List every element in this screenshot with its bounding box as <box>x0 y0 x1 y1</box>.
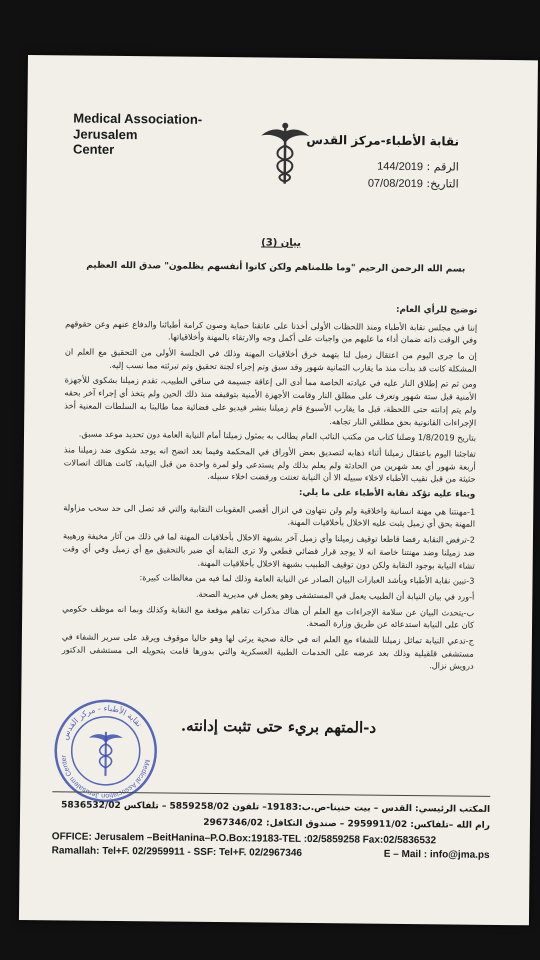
list-item: 1-مهنتنا هي مهنة انسانية واخلاقية ولم ولن نتهاون في انزال أقصى العقوبات النقابية والتي قد تصل الى حد سحب مزاولة المهنة بحق أي زميل يثبت عليه الاخلال بأخلاقيات المهنة. <box>63 502 476 530</box>
paragraph: ومن ثم تم إطلاق النار عليه في عيادته الخاصة مما أدى الى إعاقة جسيمة في ساقي الطبيب، تقدم زميلنا بشكوى للأجهزة الأمنية قبل ستة شهور وتعرف على مطلق النار وقامت الأجهزة الأمنية بتوقيفه منذ ذلك الحين ولم يتخذ أي إجراء آخر بحقه ولم يتم إدانته حتى اللحظة، قبل ما يقارب الأسبوع قام زميلنا بنشر فيديو على فضائية مما طالبنا به السلطات المعنية أخذ الإجراءات القانونية بحق مطلقي النار تجاهه. <box>64 374 477 428</box>
paragraph-intro: توضيح للرأي العام: <box>395 304 478 316</box>
verdict-statement: د-المتهم بريء حتى تثبت إدانته. <box>180 716 377 737</box>
paragraph: إن ما جرى اليوم من اعتقال زميل لنا بتهمة خرق أخلاقيات المهنة وذلك في الجلسة الأولى من التحقيق مع العلم ان المشكلة كانت قد بدأت منذ ما يقارب الثمانية شهور وقد سبق وتم إجراء لجنة تحقيق وتم تبرئته مما نسب إليه. <box>64 346 477 374</box>
footer-ramallah-arabic: رام الله –تلفاكس: 2959911/02 – صندوق التكافل: 2967346/02 <box>203 817 491 831</box>
list-item: 2-ترفض النقابة رفضا قاطعا توقيف زميلنا وأي زميل آخر بشبهة الاخلال بأخلاقيات المهنة لما في ذلك من آثار مخيفة ورهيبة ضد زميلنا وضد مهنتنا خاصة انه لا يوجد قرار قضائي قطعي ولا ترى النقابة أي ضير بالتحقيق مع أي زميل وفي أي وقت تشاء النيابة بوجود النقابة ولكن دون توقيف الطبيب بشبهة الاخلال بأخلاقيات المهنة. <box>62 530 476 571</box>
svg-text:Medical Association Jerusalem: Medical Association Jerusalem Center <box>60 754 151 799</box>
letterhead <box>26 55 538 210</box>
caduceus-logo-icon <box>255 117 316 188</box>
svg-text:نقابة الأطباء - مركز القدس: نقابة الأطباء - مركز القدس <box>60 703 144 742</box>
paragraph: بتاريخ 1/8/2019 وصلنا كتاب من مكتب النائب العام يطالب به بمثول زميلنا أمام النيابة العامة دون تحديد موعد مسبق. <box>78 428 477 443</box>
paragraph: تفاجئنا اليوم باعتقال زميلنا أثناء ذهابه لتصديق بعض الأوراق في المحكمة وفيما بعد اتضح انه يوجد شكوى ضد زميلنا منذ أربعة شهور أي بعد شهرين من الحادثة ولم يعلم بذلك ولم يستدعى ولو لمرة واحدة من قبل النيابة، كانت هنالك اتصالات حثيثة من قبل نقيب الأطباء لاخلاء سبيله الا أن النيابة تعنتت ورفضت اخلاء سبيله. <box>63 444 476 485</box>
list-item: 3-تبين نقابة الأطباء وبأشد العبارات البيان الصادر عن النيابة العامة وذلك لما فيه من مغالطات كبيرة: <box>139 572 475 586</box>
organization-name-english: Medical Association-Jerusalem Center <box>72 110 203 158</box>
document-date: التاريخ: 07/08/2019 <box>367 177 459 191</box>
opening-verse: بسم الله الرحمن الرحيم "وما ظلمناهم ولكن كانوا أنفسهم يظلمون" صدق الله العظيم <box>86 260 466 275</box>
list-item: أ-ورد في بيان النيابة أن الطبيب يعمل في المستشفى وهو يعمل في مديرية الصحة. <box>195 588 475 602</box>
footer-address-english: OFFICE: Jerusalem –BeitHanina–P.O.Box:19183-TEL :02/5859258 Fax:02/5836532 Ramallah: Tel+F. 02/2959911 - SSF: Tel+F. 02/2967346 E – Mail : info@jma.ps <box>51 831 490 861</box>
statement-title: بيان (3) <box>261 237 301 249</box>
paragraph: إننا في مجلس نقابة الأطباء ومنذ اللحظات الأولى أخذنا على عاتقنا حماية وصون كرامة أطبائنا والدفاع عنهم وعن حقوقهم وفي الوقت ذاته ضمان أداء ما عليهم من واجبات على أكمل وجه والارتقاء بالمهنة وأخلاقياتها. <box>65 318 478 346</box>
organization-name-arabic: نقابة الأطباء-مركز القدس <box>306 132 460 149</box>
official-seal-stamp <box>50 695 161 806</box>
list-item: ج-تدعي النيابة تماثل زميلنا للشفاء مع العلم انه في حالة صحية يرثى لها وهو حاليا موقوف ويرقد على سرير الشفاء في مستشفى قلقيلية وذلك بعد عرضه على الخدمات الطبية العسكرية والتي بدورها قامت بتحويله الى مستشفى الدكتور درويش نزال. <box>61 631 474 672</box>
list-item: ب-يتحدث البيان عن سلامة الإجراءات مع العلم أن هناك مذكرات تفاهم موقعة مع النقابة وكذلك وبما انه موظف حكومي كان على النيابة استدعائه عن طريق وزارة الصحة. <box>62 602 475 631</box>
paragraph-heading: وبناء عليه تؤكد نقابة الأطباء على ما يلي: <box>298 487 476 500</box>
reference-block <box>368 159 459 194</box>
letterhead-footer <box>52 791 491 862</box>
footer-email: E – Mail : info@jma.ps <box>383 848 490 861</box>
document-page <box>19 55 538 925</box>
footer-address-arabic: المكتب الرئيسي: القدس – بيت حنينا-ص.ب:19183– تلفون 5859258/02 – تلفاكس 5836532/02 <box>61 800 491 815</box>
reference-number: الرقم : 144/2019 <box>377 160 459 174</box>
statement-body <box>62 300 478 675</box>
